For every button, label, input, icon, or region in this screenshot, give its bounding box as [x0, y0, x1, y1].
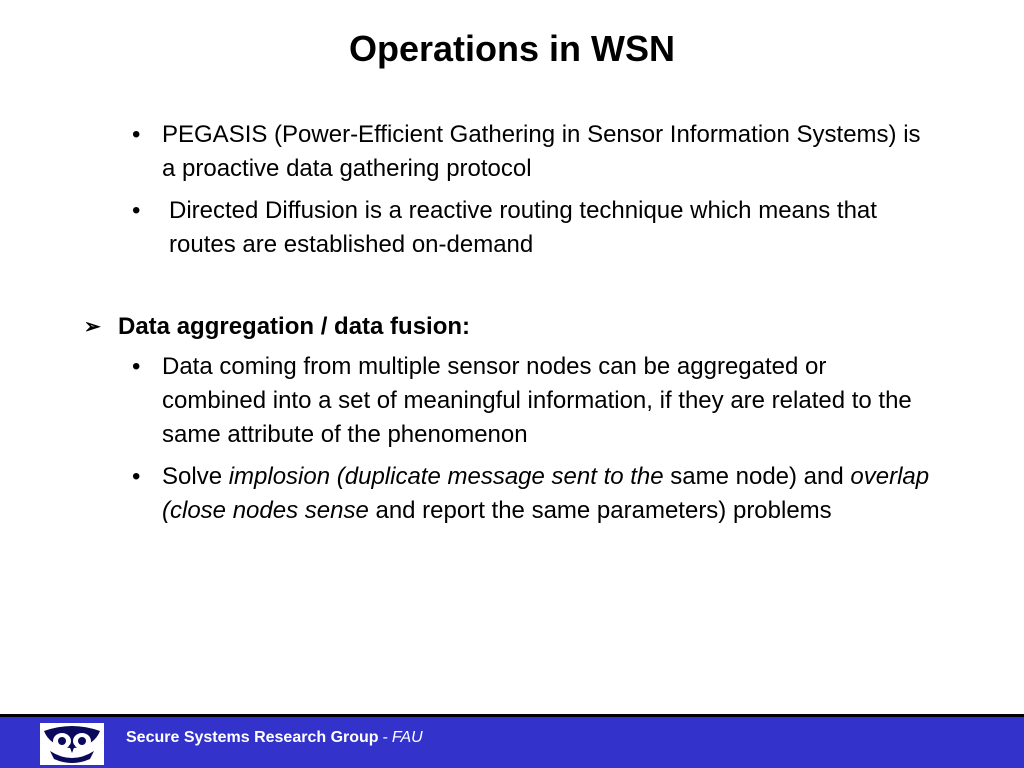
bullet-dot: •	[132, 197, 141, 224]
footer-org: FAU	[391, 729, 423, 746]
bullet-dot: •	[132, 463, 141, 490]
footer-bar	[0, 714, 1024, 768]
bullet-text	[132, 460, 932, 528]
bullet-text: Data coming from multiple sensor nodes can be aggregated or combined into a set of meaningful information, if they are related to the same attribute of the phenomenon	[162, 353, 912, 448]
footer-text	[126, 729, 423, 747]
slide-title: Operations in WSN	[348, 28, 676, 69]
bullet-dot: •	[132, 121, 141, 148]
text-run: same node) and	[663, 463, 851, 490]
arrow-bullet-icon: ➢	[84, 316, 101, 338]
text-run: Solve	[162, 463, 229, 490]
footer-group: Secure Systems Research Group	[126, 729, 379, 746]
owl-logo-icon	[40, 723, 104, 765]
bullet-text: PEGASIS (Power-Efficient Gathering in Sensor Information Systems) is a proactive data gathering protocol	[162, 121, 921, 182]
bullet-text: Directed Diffusion is a reactive routing technique which means that routes are established on-demand	[169, 197, 877, 258]
bullet-dot: •	[132, 353, 141, 380]
section-heading-label: Data aggregation / data fusion:	[118, 313, 471, 340]
text-run: and report the same parameters) problems	[368, 497, 832, 524]
bullet-solve	[132, 460, 932, 528]
italic-text-run: overlap (close nodes sense	[162, 463, 930, 524]
bullet-pegasis	[132, 118, 932, 186]
bullet-directed-diffusion	[132, 194, 892, 262]
footer-separator: -	[382, 729, 388, 746]
bullet-data-coming	[132, 350, 932, 452]
italic-text-run: implosion (duplicate message sent to the	[228, 463, 664, 490]
